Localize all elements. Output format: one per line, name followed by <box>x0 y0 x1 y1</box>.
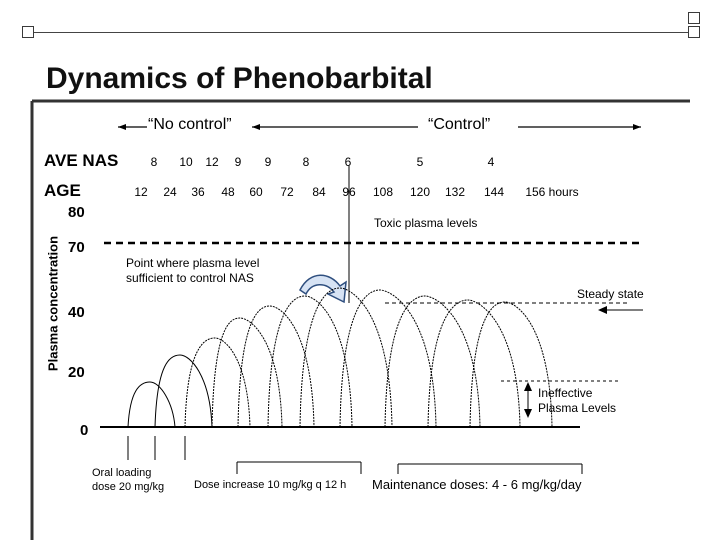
point-note-line1: Point where plasma level <box>126 256 260 270</box>
oral-line1: Oral loading <box>92 467 152 479</box>
dose-curve <box>185 338 250 427</box>
age-label: AGE <box>44 181 81 200</box>
ave-nas-value: 9 <box>264 155 272 169</box>
ineffective-label <box>538 386 616 416</box>
ave-nas-value: 5 <box>416 155 424 169</box>
age-value: 60 <box>249 185 263 199</box>
ave-nas-label: AVE NAS <box>44 151 119 170</box>
age-value: 108 <box>372 185 394 199</box>
y-axis-title: Plasma concentration <box>45 235 61 372</box>
age-value: 48 <box>221 185 235 199</box>
ave-nas-value: 8 <box>302 155 310 169</box>
dose-bracket-marks <box>128 436 582 474</box>
age-value: 12 <box>134 185 148 199</box>
point-note-line2: sufficient to control NAS <box>126 271 254 285</box>
no-control-label: “No control” <box>148 116 232 133</box>
control-label: “Control” <box>428 116 491 133</box>
age-value: 144 <box>483 185 505 199</box>
age-value: 96 <box>342 185 356 199</box>
steady-state-arrow <box>598 306 607 314</box>
maintenance-note: Maintenance doses: 4 - 6 mg/kg/day <box>372 477 582 492</box>
ineffective-line2: Plasma Levels <box>538 401 617 415</box>
ave-nas-value: 10 <box>179 155 193 169</box>
ave-nas-value: 12 <box>205 155 219 169</box>
steady-state-label: Steady state <box>577 287 644 301</box>
age-value: 36 <box>191 185 205 199</box>
ineffective-line1: Ineffective <box>538 386 593 400</box>
age-value: 84 <box>312 185 326 199</box>
dose-curve <box>385 296 480 427</box>
oral-loading-note <box>92 466 164 494</box>
y-tick-70: 70 <box>68 239 85 256</box>
ave-nas-value: 4 <box>487 155 495 169</box>
dose-increase-note: Dose increase 10 mg/kg q 12 h <box>194 479 347 491</box>
point-note <box>126 256 259 286</box>
age-value: 24 <box>163 185 177 199</box>
dose-curve <box>212 318 282 427</box>
age-value: 72 <box>280 185 294 199</box>
dose-curve <box>300 288 392 427</box>
y-tick-80: 80 <box>68 204 85 221</box>
y-tick-40: 40 <box>68 304 85 321</box>
ave-nas-value: 9 <box>234 155 242 169</box>
dose-curve <box>128 382 175 427</box>
dose-curve <box>340 290 436 427</box>
slide-title: Dynamics of Phenobarbital <box>46 62 433 95</box>
y-tick-0: 0 <box>80 422 89 439</box>
toxic-label: Toxic plasma levels <box>374 216 478 230</box>
dose-curve <box>155 355 212 427</box>
dose-curves <box>128 288 552 427</box>
y-tick-20: 20 <box>68 364 85 381</box>
ave-nas-value: 8 <box>150 155 158 169</box>
age-value: 156 hours <box>525 185 579 199</box>
age-value: 120 <box>409 185 431 199</box>
ave-nas-value: 6 <box>344 155 352 169</box>
age-value: 132 <box>444 185 466 199</box>
oral-line2: dose 20 mg/kg <box>92 481 165 493</box>
